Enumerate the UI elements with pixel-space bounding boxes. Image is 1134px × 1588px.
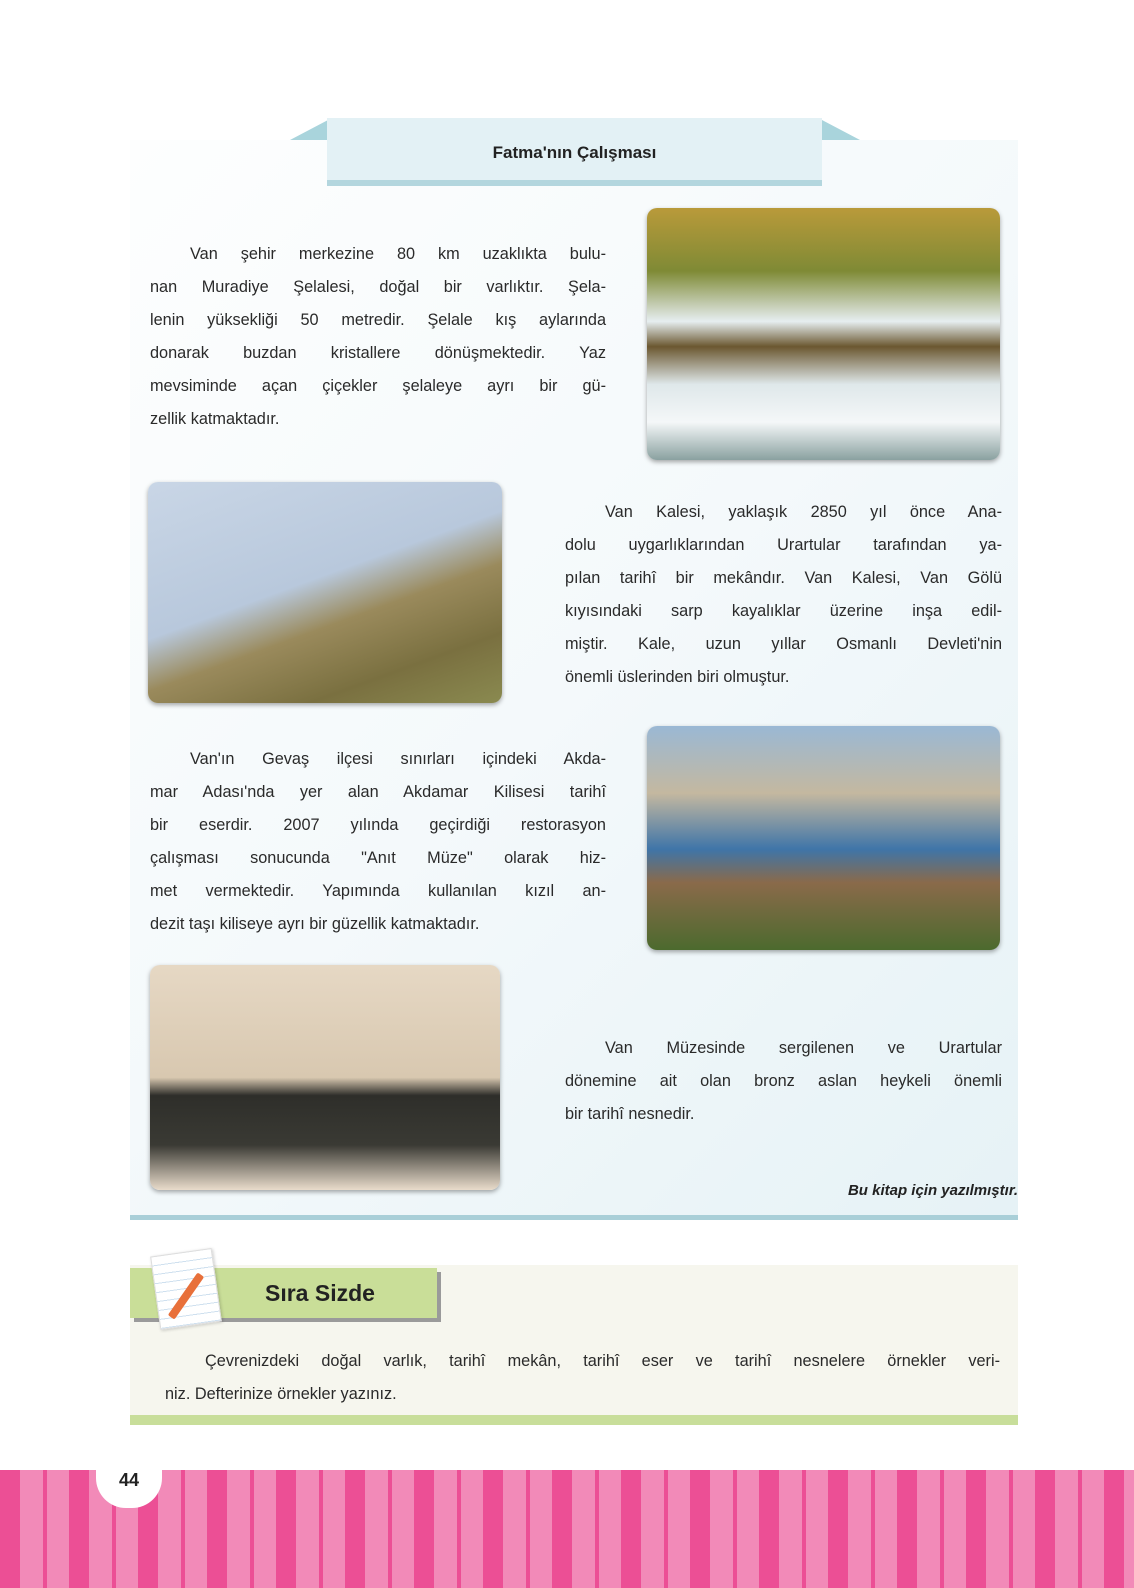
text-line: lenin yüksekliği 50 metredir. Şelale kış aylarında (150, 311, 606, 329)
text-line: bir eserdir. 2007 yılında geçirdiği restorasyon (150, 816, 606, 834)
paragraph-waterfall (150, 238, 606, 436)
page-number: 44 (96, 1452, 162, 1508)
text-line: dönemine ait olan bronz aslan heykeli önemli (565, 1072, 1002, 1090)
text-line: bir tarihî nesnedir. (565, 1105, 695, 1123)
text-line: mevsiminde açan çiçekler şelaleye ayrı bir gü- (150, 377, 606, 395)
text-line: Van şehir merkezine 80 km uzaklıkta bulu- (190, 245, 606, 263)
bronze-lion-statue-photo (150, 965, 500, 1190)
text-line: önemli üslerinden biri olmuştur. (565, 668, 790, 686)
text-line: çalışması sonucunda "Anıt Müze" olarak hiz- (150, 849, 606, 867)
text-line: Van Kalesi, yaklaşık 2850 yıl önce Ana- (605, 503, 1002, 521)
text-line: Çevrenizdeki doğal varlık, tarihî mekân, tarihî eser ve tarihî nesnelere örnekler veri- (205, 1352, 1000, 1370)
text-line: Van'ın Gevaş ilçesi sınırları içindeki Akda- (190, 750, 606, 768)
ribbon-wing-right (822, 120, 860, 140)
text-line: pılan tarihî bir mekândır. Van Kalesi, Van Gölü (565, 569, 1002, 587)
text-line: donarak buzdan kristallere dönüşmektedir. Yaz (150, 344, 606, 362)
waterfall-photo (647, 208, 1000, 460)
text-line: dolu uygarlıklarından Urartular tarafından ya- (565, 536, 1002, 554)
text-line: zellik katmaktadır. (150, 410, 280, 428)
text-line: miştir. Kale, uzun yıllar Osmanlı Devleti'nin (565, 635, 1002, 653)
section-title: Fatma'nın Çalışması (327, 118, 822, 186)
activity-title: Sıra Sizde (130, 1268, 437, 1318)
text-line: Van Müzesinde sergilenen ve Urartular (605, 1039, 1002, 1057)
text-line: met vermektedir. Yapımında kullanılan kızıl an- (150, 882, 606, 900)
akdamar-church-photo (647, 726, 1000, 950)
van-castle-photo (148, 482, 502, 703)
text-line: niz. Defterinize örnekler yazınız. (165, 1385, 397, 1403)
text-line: kıyısındaki sarp kayalıklar üzerine inşa edil- (565, 602, 1002, 620)
text-line: mar Adası'nda yer alan Akdamar Kilisesi tarihî (150, 783, 606, 801)
paragraph-church (150, 743, 606, 941)
activity-text (165, 1345, 1000, 1411)
text-line: nan Muradiye Şelalesi, doğal bir varlıktır. Şela- (150, 278, 606, 296)
ribbon-wing-left (290, 120, 328, 140)
paragraph-castle (565, 496, 1002, 694)
text-line: dezit taşı kiliseye ayrı bir güzellik katmaktadır. (150, 915, 480, 933)
footer-stripes (0, 1470, 1134, 1588)
signature: Bu kitap için yazılmıştır. (847, 1182, 1018, 1199)
paragraph-lion (565, 1032, 1002, 1131)
